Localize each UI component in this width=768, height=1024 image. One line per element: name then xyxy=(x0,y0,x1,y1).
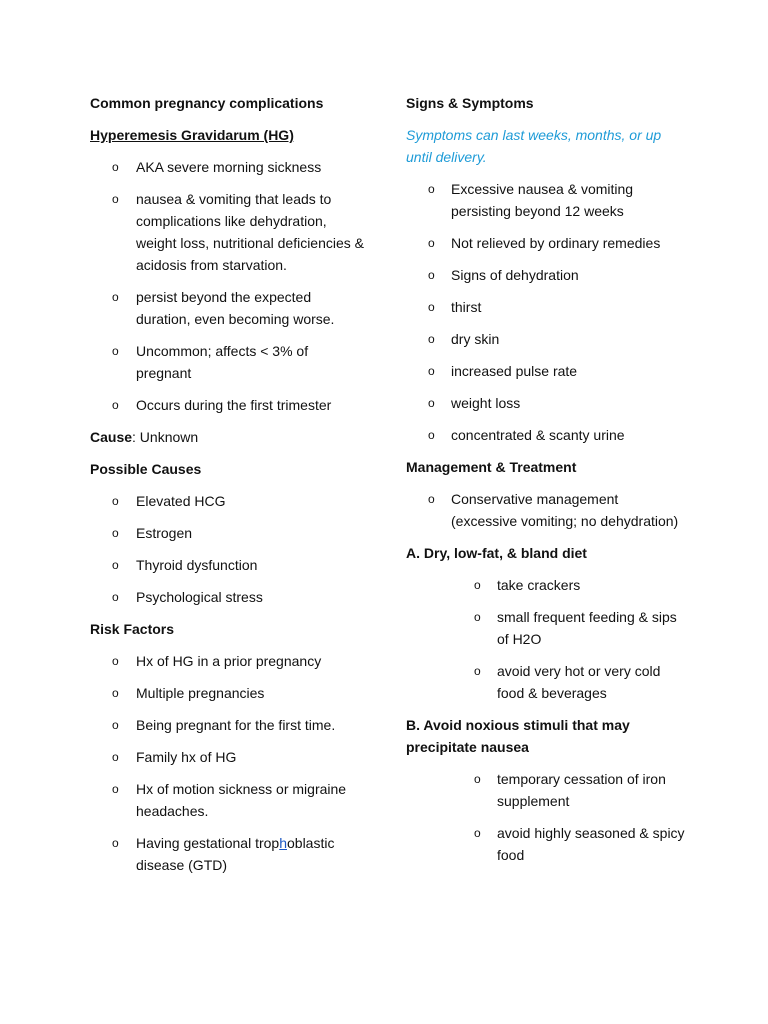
bullet-icon: o xyxy=(428,182,435,196)
bullet-icon: o xyxy=(112,494,119,508)
list-item: o persist beyond the expected duration, even becoming worse. xyxy=(90,286,365,330)
bullet-icon: o xyxy=(112,160,119,174)
list-item: o Thyroid dysfunction xyxy=(90,554,365,576)
document-title: Common pregnancy complications xyxy=(90,95,324,111)
bullet-icon: o xyxy=(428,236,435,250)
bullet-icon: o xyxy=(112,654,119,668)
management-heading: Management & Treatment xyxy=(406,459,577,475)
list-item: o avoid highly seasoned & spicy food xyxy=(406,822,686,866)
bullet-icon: o xyxy=(112,686,119,700)
risk-factors-heading: Risk Factors xyxy=(90,621,175,637)
bullet-icon: o xyxy=(112,192,119,206)
bullet-icon: o xyxy=(474,664,481,678)
bullet-icon: o xyxy=(112,836,119,850)
diet-list xyxy=(406,574,686,704)
list-item: o Psychological stress xyxy=(90,586,365,608)
list-item: o Family hx of HG xyxy=(90,746,365,768)
risk-factors-list xyxy=(90,650,365,876)
hyperlink[interactable]: h xyxy=(279,835,287,851)
right-column xyxy=(406,92,686,876)
cause-line xyxy=(90,426,365,448)
bullet-icon: o xyxy=(474,578,481,592)
list-item: o Uncommon; affects < 3% of pregnant xyxy=(90,340,365,384)
bullet-icon: o xyxy=(112,782,119,796)
list-item: o Not relieved by ordinary remedies xyxy=(406,232,686,254)
bullet-icon: o xyxy=(474,772,481,786)
stimuli-heading: B. Avoid noxious stimuli that may precipitate nausea xyxy=(406,717,630,755)
cause-label: Cause xyxy=(90,429,133,445)
bullet-icon: o xyxy=(428,428,435,442)
list-item: o nausea & vomiting that leads to complications like dehydration, weight loss, nutritional deficiencies & acidosis from starvation. xyxy=(90,188,365,276)
possible-causes-list xyxy=(90,490,365,608)
list-item: o increased pulse rate xyxy=(406,360,686,382)
list-item: o Multiple pregnancies xyxy=(90,682,365,704)
list-item: o weight loss xyxy=(406,392,686,414)
bullet-icon: o xyxy=(112,526,119,540)
diet-heading: A. Dry, low-fat, & bland diet xyxy=(406,545,587,561)
list-item: o Elevated HCG xyxy=(90,490,365,512)
stimuli-list xyxy=(406,768,686,866)
hg-heading: Hyperemesis Gravidarum (HG) xyxy=(90,127,294,143)
list-item: o take crackers xyxy=(406,574,686,596)
bullet-icon: o xyxy=(112,590,119,604)
list-item: o Estrogen xyxy=(90,522,365,544)
bullet-icon: o xyxy=(474,826,481,840)
signs-list xyxy=(406,178,686,446)
bullet-icon: o xyxy=(428,492,435,506)
list-item: o Signs of dehydration xyxy=(406,264,686,286)
bullet-icon: o xyxy=(112,558,119,572)
list-item: o Being pregnant for the first time. xyxy=(90,714,365,736)
bullet-icon: o xyxy=(112,344,119,358)
possible-causes-heading: Possible Causes xyxy=(90,461,202,477)
bullet-icon: o xyxy=(474,610,481,624)
list-item: o Excessive nausea & vomiting persisting beyond 12 weeks xyxy=(406,178,686,222)
list-item: o Hx of HG in a prior pregnancy xyxy=(90,650,365,672)
hg-list xyxy=(90,156,365,416)
bullet-icon: o xyxy=(428,268,435,282)
management-list xyxy=(406,488,686,532)
left-column xyxy=(90,92,365,886)
bullet-icon: o xyxy=(112,718,119,732)
bullet-icon: o xyxy=(428,300,435,314)
signs-note: Symptoms can last weeks, months, or up until delivery. xyxy=(406,127,662,165)
bullet-icon: o xyxy=(112,290,119,304)
list-item: o Conservative management (excessive vomiting; no dehydration) xyxy=(406,488,686,532)
cause-value: : Unknown xyxy=(132,429,199,445)
bullet-icon: o xyxy=(112,750,119,764)
list-item: o thirst xyxy=(406,296,686,318)
bullet-icon: o xyxy=(428,396,435,410)
list-item: o Hx of motion sickness or migraine headaches. xyxy=(90,778,365,822)
list-item: o Occurs during the first trimester xyxy=(90,394,365,416)
bullet-icon: o xyxy=(428,332,435,346)
list-item: o small frequent feeding & sips of H2O xyxy=(406,606,686,650)
bullet-icon: o xyxy=(428,364,435,378)
list-item: o concentrated & scanty urine xyxy=(406,424,686,446)
list-item: o Having gestational trophoblastic disease (GTD) xyxy=(90,832,365,876)
list-item: o avoid very hot or very cold food & beverages xyxy=(406,660,686,704)
list-item: o AKA severe morning sickness xyxy=(90,156,365,178)
bullet-icon: o xyxy=(112,398,119,412)
list-item: o dry skin xyxy=(406,328,686,350)
signs-heading: Signs & Symptoms xyxy=(406,95,534,111)
list-item: o temporary cessation of iron supplement xyxy=(406,768,686,812)
